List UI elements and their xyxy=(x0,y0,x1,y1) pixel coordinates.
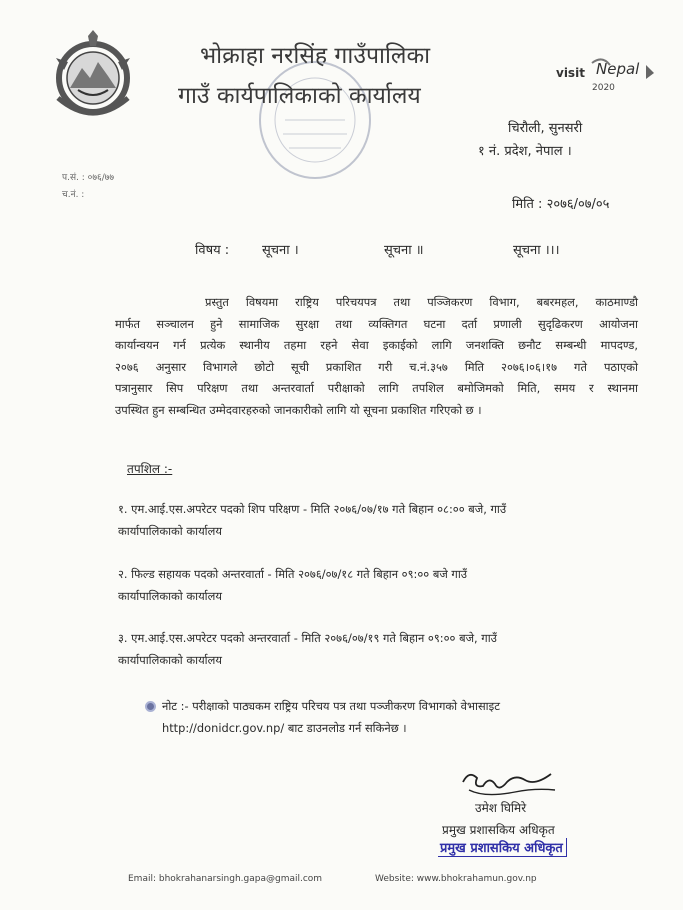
letter-date: मिति : २०७६/०७/०५ xyxy=(512,197,610,212)
logo-year-text: 2020 xyxy=(592,83,615,93)
address-line-2: १ नं. प्रदेश, नेपाल । xyxy=(478,144,572,159)
subject-item-3: सूचना ।।। xyxy=(513,243,560,258)
logo-visit-text: visit xyxy=(556,66,585,80)
details-heading: तपशिल :- xyxy=(127,462,173,476)
body-line: उपस्थित हुन सम्बन्धित उम्मेदवारहरुको जानकारीको लागि यो सूचना प्रकाशित गरिएको छ । xyxy=(115,402,482,417)
body-line: प्रस्तुत विषयमा राष्ट्रिय परिचयपत्र तथा पञ्जिकरण विभाग, बबरमहल, काठमाण्डौ xyxy=(205,295,638,309)
address-line-1: चिरौली, सुनसरी xyxy=(508,121,583,136)
schedule-item-text: ३. एम.आई.एस.अपरेटर पदको अन्तरवार्ता - मिति २०७६/०७/१९ गते बिहान ०९:०० बजे, गाउँ xyxy=(118,631,497,645)
schedule-item-1 xyxy=(118,498,643,542)
schedule-item-venue: कार्यापालिकाको कार्यालय xyxy=(118,524,222,538)
designation-stamp: प्रमुख प्रशासकिय अधिकृत xyxy=(438,838,567,857)
body-line: २०७६ अनुसार विभागले छोटो सूची प्रकाशित गरी च.नं.३५७ मिति २०७६।०६।१७ गते पठाएको xyxy=(115,359,638,374)
office-name: गाउँ कार्यपालिकाको कार्यालय xyxy=(178,83,421,109)
note-text: नोट :- परीक्षाको पाठ्यकम राष्ट्रिय परिचय पत्र तथा पञ्जीकरण विभागको वेभासाइट xyxy=(162,699,500,713)
body-paragraph xyxy=(115,292,638,421)
logo-nepal-text: Nepal xyxy=(596,60,640,78)
schedule-item-venue: कार्यापालिकाको कार्यालय xyxy=(118,653,222,667)
schedule-item-text: २. फिल्ड सहायक पदको अन्तरवार्ता - मिति २०७६/०७/१८ गते बिहान ०९:०० बजे गाउँ xyxy=(118,567,468,581)
body-line: मार्फत सञ्चालन हुने सामाजिक सुरक्षा तथा व्यक्तिगत घटना दर्ता प्रणाली सुदृढिकरण आयोजना xyxy=(115,316,638,331)
note-block xyxy=(145,695,645,739)
emblem-logo xyxy=(48,28,138,128)
note-link-text: http://donidcr.gov.np/ बाट डाउनलोड गर्न सकिनेछ । xyxy=(162,721,407,735)
subject-label: विषय : xyxy=(195,243,230,258)
schedule-item-venue: कार्यापालिकाको कार्यालय xyxy=(118,589,222,603)
body-line: कार्यान्वयन गर्न प्रत्येक स्थानीय तहमा रहने सेवा इकाईको लागि जनशक्ति छनौट सम्बन्धी मापदण्ड, xyxy=(115,338,638,352)
schedule-item-text: १. एम.आई.एस.अपरेटर पदको शिप परिक्षण - मिति २०७६/०७/१७ गते बिहान ०८:०० बजे, गाउँ xyxy=(118,502,507,516)
footer-website: Website: www.bhokrahamun.gov.np xyxy=(375,874,537,884)
subject-item-1: सूचना । xyxy=(262,243,299,258)
subject-item-2: सूचना ॥ xyxy=(384,243,424,258)
signer-name: उमेश घिमिरे xyxy=(475,801,527,815)
schedule-item-3 xyxy=(118,627,643,671)
schedule-item-2 xyxy=(118,563,643,607)
dispatch-number: च.नं. : xyxy=(62,190,85,200)
org-name: भोक्राहा नरसिंह गाउँपालिका xyxy=(200,43,431,69)
body-line: पत्रानुसार सिप परिक्षण तथा अन्तरवार्ता परीक्षाको लागि तपशिल बमोजिमको मिति, समय र स्थानमा xyxy=(115,381,638,395)
office-seal-stamp xyxy=(255,58,375,183)
footer-email: Email: bhokrahanarsingh.gapa@gmail.com xyxy=(128,874,323,884)
reference-number: प.सं. : ०७६/७७ xyxy=(62,173,115,183)
bullet-icon xyxy=(145,701,156,712)
signer-designation: प्रमुख प्रशासकिय अधिकृत xyxy=(442,823,555,837)
